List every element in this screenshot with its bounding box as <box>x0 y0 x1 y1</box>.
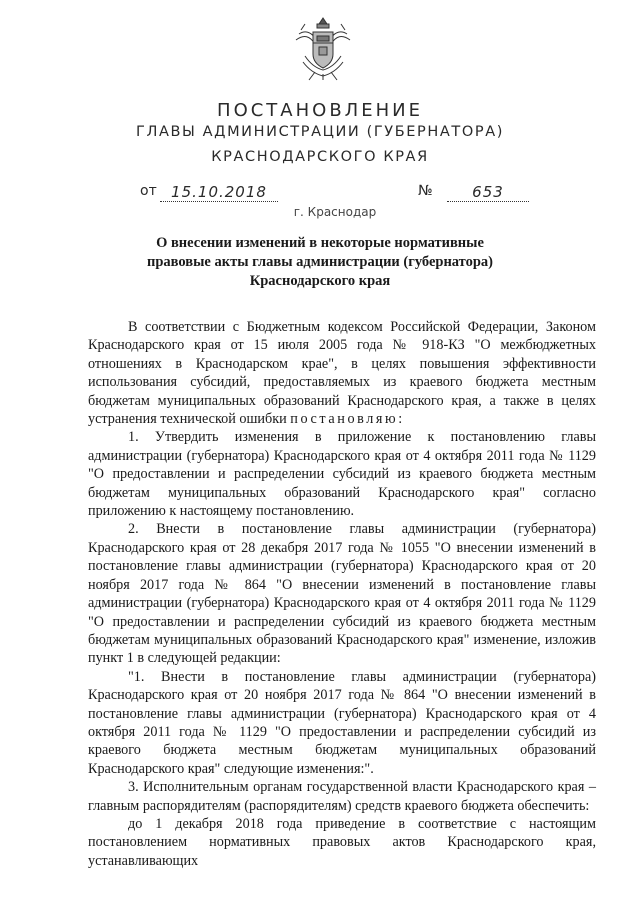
document-body <box>88 318 596 870</box>
number-label: № <box>418 183 433 199</box>
city-line <box>0 205 640 219</box>
preamble-text: В соответствии с Бюджетным кодексом Российской Федерации, Законом Краснодарского края от 15 июля 2005 года № 918-КЗ "О межбюджетных отношениях в Краснодарском крае", в целях повышения эффективности использования субсидий, предоставляемых из краевого бюджета местным бюджетам муниципальных образований Краснодарского края, а также в целях устранения технической ошибки <box>88 319 596 428</box>
title-line-2: правовые акты главы администрации (губернатора) <box>146 254 494 270</box>
document-number: 653 <box>447 183 529 202</box>
clause-1-paragraph: 1. Утвердить изменения в приложение к постановлению главы администрации (губернатора) Краснодарского края от 4 октября 2011 года № 1129 "О предоставлении и распределении субсидий из краевого бюджета местным бюджетам муниципальных образований Краснодарского края" согласно приложению к настоящему постановлению. <box>88 429 596 520</box>
coat-of-arms-emblem <box>293 16 353 82</box>
date-value: 15.10.2018 <box>160 183 278 202</box>
clause-2-paragraph: 2. Внести в постановление главы администрации (губернатора) Краснодарского края от 28 декабря 2017 года № 1055 "О внесении изменений в постановление главы администрации (губернатора) Краснодарского края от 20 ноября 2017 года № 864 "О внесении изменений в постановление главы администрации (губернатора) Краснодарского края от 4 октября 2011 года № 1129 "О предоставлении и распределении субсидий из краевого бюджета местным бюджетам муниципальных образований Краснодарского края" изменение, изложив пункт 1 в следующей редакции: <box>88 521 596 667</box>
title-line-3: Краснодарского края <box>249 273 391 289</box>
clause-3-item-paragraph: до 1 декабря 2018 года приведение в соответствие с настоящим постановлением нормативных правовых актов Краснодарского края, устанавливающих <box>88 815 596 869</box>
document-type-heading: ПОСТАНОВЛЕНИЕ <box>217 100 423 121</box>
region-heading: КРАСНОДАРСКОГО КРАЯ <box>211 149 429 165</box>
issuer-heading: ГЛАВЫ АДМИНИСТРАЦИИ (ГУБЕРНАТОРА) <box>136 124 504 140</box>
city-name: г. Краснодар <box>293 205 377 219</box>
preamble-paragraph <box>88 318 596 428</box>
quoted-clause-paragraph: "1. Внести в постановление главы администрации (губернатора) Краснодарского края от 20 ноября 2017 года № 864 "О внесении изменений в постановление главы администрации (губернатора) Краснодарского края от 4 октября 2011 года № 1129 "О предоставлении и распределении субсидий из краевого бюджета местным бюджетам муниципальных образований Краснодарского края" следующие изменения:". <box>88 668 596 777</box>
resolve-word: постановляю: <box>290 411 405 428</box>
date-label: от <box>140 183 157 199</box>
clause-3-paragraph: 3. Исполнительным органам государственной власти Краснодарского края – главным распорядителям (распорядителям) средств краевого бюджета обеспечить: <box>88 779 596 814</box>
title-line-1: О внесении изменений в некоторые нормативные <box>156 235 484 251</box>
document-title <box>90 234 550 291</box>
